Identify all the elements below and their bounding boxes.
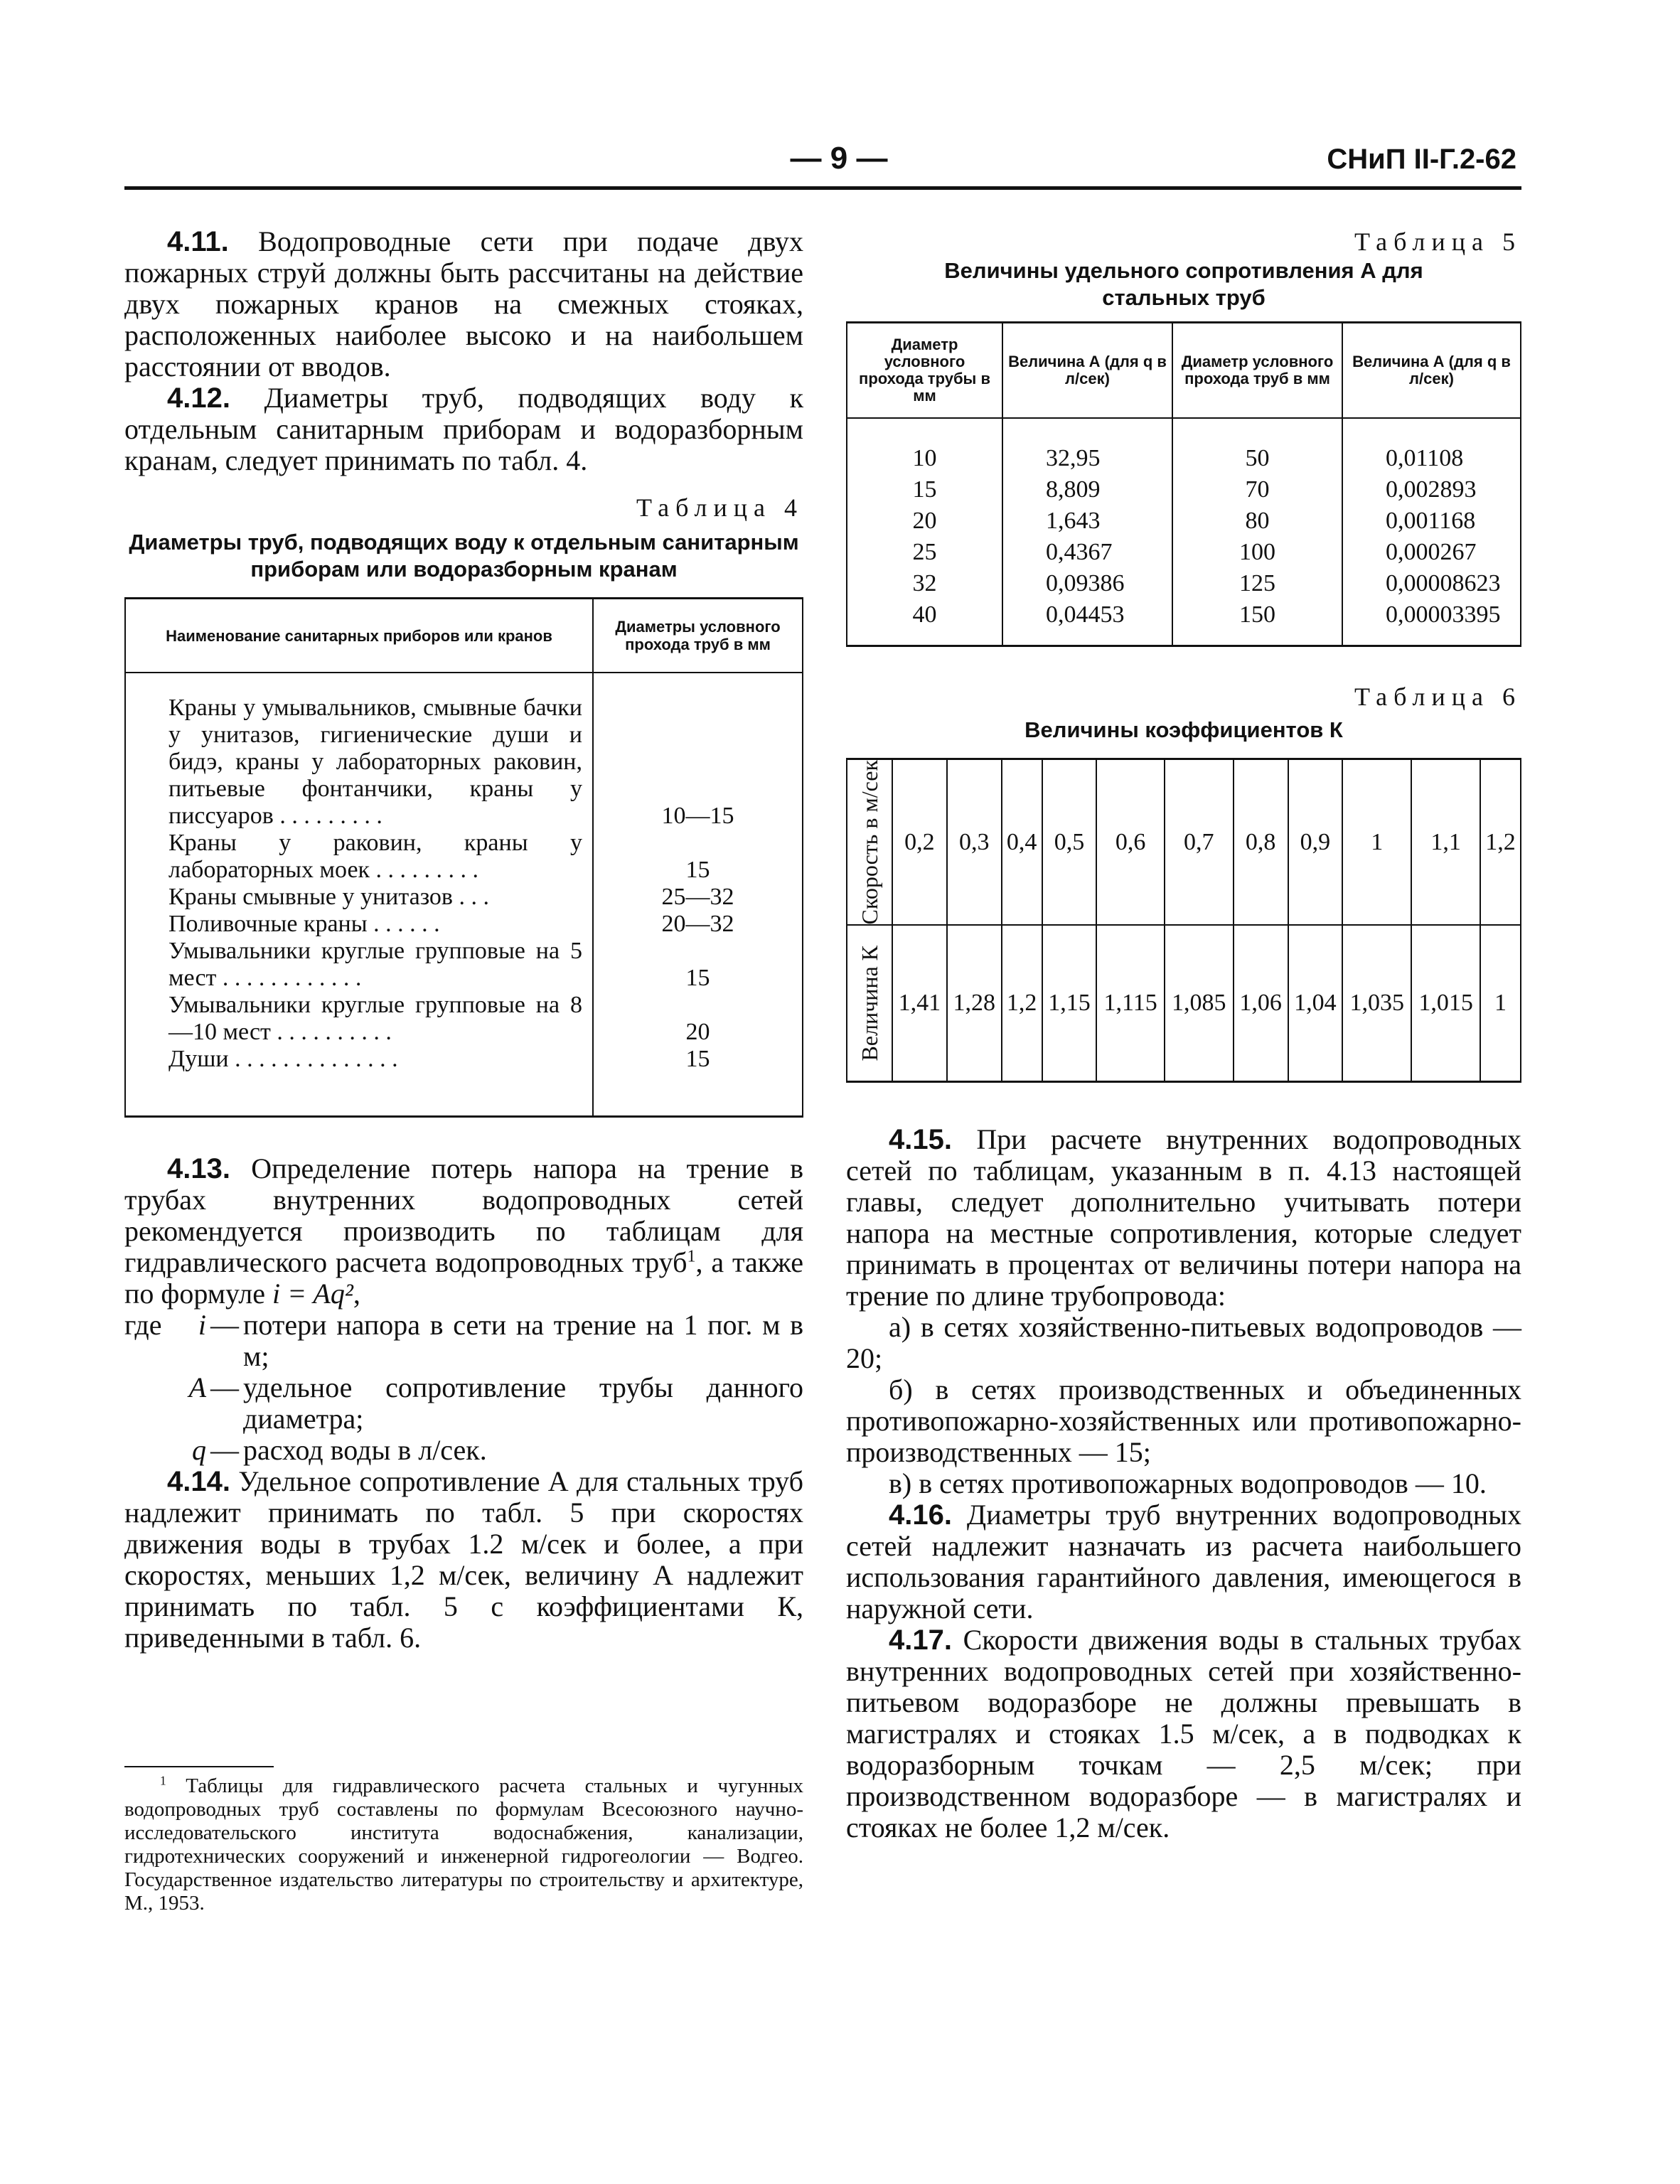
table-row (847, 537, 1521, 568)
cell-name: Умывальники круглые групповые на 8—10 мест . . . . . . . . . . (168, 992, 582, 1045)
table6-title: Величины коэффициентов К (1024, 717, 1343, 742)
cell-value: 15 (593, 830, 803, 884)
cell-speed: 0,8 (1234, 759, 1288, 926)
definition-symbol: i (198, 1309, 206, 1341)
footnote (124, 1774, 803, 1915)
cell-diameter: 40 (847, 599, 1002, 646)
paragraph-number: 4.14. (167, 1466, 230, 1497)
cell-a: 0,002893 (1342, 474, 1521, 505)
footnote-ref: 1 (687, 1247, 696, 1266)
paragraph-number: 4.16. (889, 1499, 952, 1531)
right-column (846, 226, 1521, 1843)
table-row (125, 938, 803, 992)
cell-a: 0,00008623 (1342, 568, 1521, 599)
cell-diameter: 15 (847, 474, 1002, 505)
cell-coefficient: 1,035 (1342, 925, 1411, 1082)
definition-lead: где (124, 1309, 162, 1341)
cell-coefficient: 1,28 (947, 925, 1002, 1082)
cell-a: 0,000267 (1342, 537, 1521, 568)
table-row (125, 992, 803, 1046)
footnote-text: Таблицы для гидравлического расчета стальных и чугунных водопроводных труб составлены по формулам Всесоюзного научно-исследовательского института водоснабжения, канализации, гидротехнических сооружений и инженерной гидрогеологии — Водгео. Государственное издательство литературы по строительству и архитектуре, М., 1953. (124, 1774, 803, 1915)
table-row (847, 418, 1521, 474)
cell-name: Души . . . . . . . . . . . . . . (168, 1046, 398, 1072)
definition-symbol: A (188, 1371, 206, 1403)
paragraph-number: 4.12. (167, 382, 230, 414)
definition-symbol: q (192, 1434, 206, 1466)
cell-speed: 0,5 (1042, 759, 1097, 926)
cell-diameter: 100 (1172, 537, 1342, 568)
paragraph-text: Диаметры труб внутренних водопроводных сетей надлежит назначать из расчета наибольшего использования гарантийного давления, имеющегося в наружной сети. (846, 1499, 1521, 1625)
cell-diameter: 20 (847, 505, 1002, 537)
table-row (847, 568, 1521, 599)
cell-value: 15 (593, 1046, 803, 1117)
table-row (125, 911, 803, 938)
cell-diameter: 80 (1172, 505, 1342, 537)
cell-coefficient: 1,41 (892, 925, 947, 1082)
cell-diameter: 25 (847, 537, 1002, 568)
cell-name: Умывальники круглые групповые на 5 мест . . . . . . . . . . . . (168, 938, 582, 991)
paragraph-text: , (353, 1278, 360, 1310)
cell-speed: 1,1 (1411, 759, 1480, 926)
paragraph-text: При расчете внутренних водопроводных сетей по таблицам, указанным в п. 4.13 настоящей главы, следует дополнительно учитывать потери напора на местные сопротивления, которые следует принимать в процентах от величины потери напора на трение по длине трубопровода: (846, 1123, 1521, 1312)
paragraph-text: , а также по формуле (124, 1246, 803, 1310)
definition-row (124, 1372, 803, 1435)
paragraph-number: 4.11. (167, 226, 229, 257)
cell-diameter: 10 (847, 418, 1002, 474)
table6-label: Таблица 6 (1354, 682, 1521, 711)
paragraph-4-13 (124, 1153, 803, 1310)
paragraph-4-14 (124, 1466, 803, 1654)
cell-diameter: 50 (1172, 418, 1342, 474)
cell-value: 10—15 (593, 673, 803, 830)
table-6 (846, 758, 1521, 1083)
definition-dash: — (210, 1434, 239, 1466)
table6-speed-row (847, 759, 1521, 926)
table5-col-diameter-2: Диаметр условного прохода труб в мм (1172, 323, 1342, 419)
definition-row (124, 1310, 803, 1372)
row-header-text: Величина К (857, 946, 882, 1061)
cell-coefficient: 1,04 (1288, 925, 1343, 1082)
cell-diameter: 125 (1172, 568, 1342, 599)
table5-label: Таблица 5 (1354, 228, 1521, 256)
cell-coefficient: 1,15 (1042, 925, 1097, 1082)
paragraph-text: Определение потерь напора на трение в трубах внутренних водопроводных сетей рекомендуется производить по таблицам для гидравлического расчета водопроводных труб (124, 1152, 803, 1278)
paragraph-4-11 (124, 226, 803, 382)
formula: i = Aq² (272, 1278, 353, 1310)
cell-a: 8,809 (1002, 474, 1172, 505)
table-row (125, 1046, 803, 1117)
cell-a: 1,643 (1002, 505, 1172, 537)
table5-col-diameter-1: Диаметр условного прохода трубы в мм (847, 323, 1002, 419)
paragraph-number: 4.15. (889, 1124, 952, 1156)
cell-speed: 0,7 (1165, 759, 1234, 926)
cell-value: 20—32 (593, 911, 803, 938)
cell-a: 32,95 (1002, 418, 1172, 474)
definition-text: удельное сопротивление трубы данного диаметра; (243, 1371, 803, 1435)
cell-coefficient: 1,085 (1165, 925, 1234, 1082)
table-row (125, 884, 803, 911)
table-row (847, 505, 1521, 537)
table-row (125, 673, 803, 830)
cell-name: Краны у умывальников, смывные бачки у унитазов, гигиенические души и бидэ, краны у лабораторных раковин, питьевые фонтанчики, краны у писсуаров . . . . . . . . . (168, 695, 582, 829)
cell-coefficient: 1,06 (1234, 925, 1288, 1082)
paragraph-4-15-c: в) в сетях противопожарных водопроводов — 10. (889, 1467, 1487, 1500)
table4-col-diameter: Диаметры условного прохода труб в мм (593, 599, 803, 673)
paragraph-4-17 (846, 1624, 1521, 1843)
cell-speed: 0,9 (1288, 759, 1343, 926)
cell-value: 25—32 (593, 884, 803, 911)
cell-speed: 0,2 (892, 759, 947, 926)
table-row (847, 474, 1521, 505)
cell-a: 0,00003395 (1342, 599, 1521, 646)
table6-coefficient-row (847, 925, 1521, 1082)
paragraph-text: Удельное сопротивление А для стальных труб надлежит принимать по табл. 5 при скоростях движения воды в трубах 1.2 м/сек и более, а при скоростях, меньших 1,2 м/сек, величину А надлежит принимать по табл. 5 с коэффициентами К, приведенными в табл. 6. (124, 1465, 803, 1654)
paragraph-text: Водопроводные сети при подаче двух пожарных струй должны быть рассчитаны на действие двух пожарных кранов на смежных стояках, расположенных наиболее высоко и на наибольшем расстоянии от вводов. (124, 225, 803, 382)
paragraph-4-12 (124, 382, 803, 476)
cell-coefficient: 1,115 (1096, 925, 1164, 1082)
cell-coefficient: 1,2 (1002, 925, 1042, 1082)
table4-title: Диаметры труб, подводящих воду к отдельным санитарным приборам или водоразборным кранам (129, 530, 799, 582)
table4-col-name: Наименование санитарных приборов или кранов (125, 599, 593, 673)
cell-speed: 0,3 (947, 759, 1002, 926)
table5-title: Величины удельного сопротивления А для стальных труб (944, 258, 1423, 310)
cell-diameter: 32 (847, 568, 1002, 599)
table-4 (124, 597, 803, 1118)
cell-speed: 0,4 (1002, 759, 1042, 926)
cell-value: 20 (593, 992, 803, 1046)
paragraph-number: 4.13. (167, 1153, 230, 1184)
paragraph-number: 4.17. (889, 1624, 952, 1656)
table5-col-a-1: Величина А (для q в л/сек) (1002, 323, 1172, 419)
cell-speed: 1 (1342, 759, 1411, 926)
paragraph-4-15-b: б) в сетях производственных и объединенных противопожарно-хозяйственных или противопожарно-производственных — 15; (846, 1374, 1521, 1469)
cell-a: 0,01108 (1342, 418, 1521, 474)
cell-diameter: 150 (1172, 599, 1342, 646)
cell-speed: 0,6 (1096, 759, 1164, 926)
page-number: — 9 — (790, 141, 888, 176)
table-row (847, 599, 1521, 646)
cell-a: 0,09386 (1002, 568, 1172, 599)
cell-coefficient: 1 (1480, 925, 1521, 1082)
cell-a: 0,4367 (1002, 537, 1172, 568)
cell-name: Краны у раковин, краны у лабораторных моек . . . . . . . . . (168, 830, 582, 883)
footnote-rule (124, 1766, 274, 1767)
table-row (125, 830, 803, 884)
paragraph-text: Скорости движения воды в стальных трубах внутренних водопроводных сетей при хозяйственно-питьевом водоразборе не должны превышать в магистралях и стояках 1.5 м/сек, а в подводках к водоразборным точкам — 2,5 м/сек; при производственном водоразборе — в магистралях и стояках не более 1,2 м/сек. (846, 1624, 1521, 1844)
paragraph-4-16 (846, 1499, 1521, 1624)
document-code: СНиП II-Г.2-62 (1327, 144, 1516, 175)
table6-speed-header (847, 759, 892, 926)
definition-text: потери напора в сети на трение на 1 пог. м в м; (243, 1309, 803, 1372)
definition-dash: — (210, 1309, 239, 1341)
table6-coefficient-header (847, 925, 892, 1082)
paragraph-text: Диаметры труб, подводящих воду к отдельным санитарным приборам и водоразборным кранам, следует принимать по табл. 4. (124, 382, 803, 476)
definition-text: расход воды в л/сек. (243, 1434, 487, 1466)
table4-label: Таблица 4 (636, 493, 803, 522)
cell-a: 0,04453 (1002, 599, 1172, 646)
header-rule (124, 186, 1521, 190)
table-5 (846, 321, 1521, 647)
cell-a: 0,001168 (1342, 505, 1521, 537)
definition-dash: — (210, 1371, 239, 1403)
paragraph-4-15 (846, 1124, 1521, 1312)
row-header-text: Скорость в м/сек (857, 760, 882, 925)
formula-definitions (124, 1310, 803, 1466)
table5-col-a-2: Величина А (для q в л/сек) (1342, 323, 1521, 419)
definition-row (124, 1435, 803, 1466)
cell-diameter: 70 (1172, 474, 1342, 505)
cell-coefficient: 1,015 (1411, 925, 1480, 1082)
left-column (124, 226, 803, 1654)
paragraph-4-15-a: а) в сетях хозяйственно-питьевых водопроводов — 20; (846, 1311, 1521, 1375)
cell-value: 15 (593, 938, 803, 992)
footnote-mark: 1 (160, 1773, 166, 1788)
cell-name: Краны смывные у унитазов . . . (168, 884, 489, 910)
cell-name: Поливочные краны . . . . . . (168, 911, 440, 937)
cell-speed: 1,2 (1480, 759, 1521, 926)
